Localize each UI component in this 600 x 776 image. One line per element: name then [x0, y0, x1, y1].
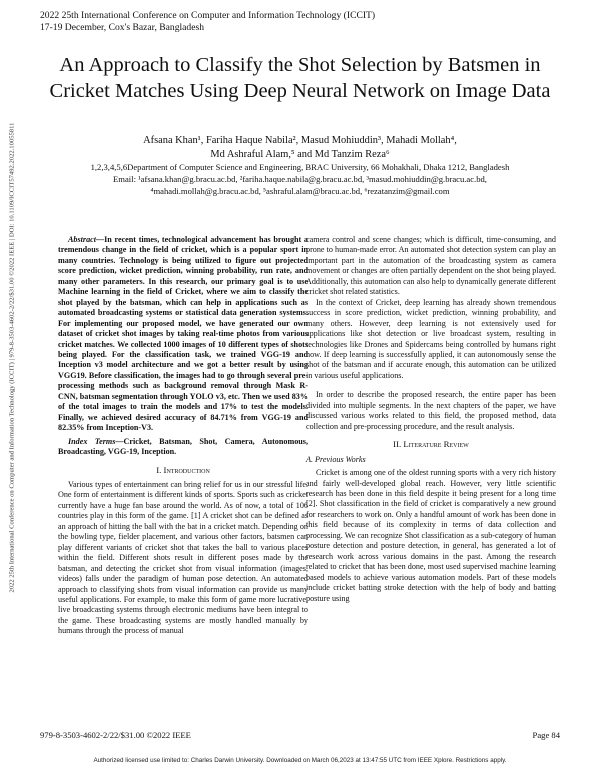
- conference-name: 2022 25th International Conference on Computer and Information Technology (ICCIT): [40, 10, 376, 21]
- index-terms-text: —Cricket, Batsman, Shot, Camera, Autonomous, Broadcasting, VGG-19, Inception.: [58, 436, 308, 457]
- abstract-label: Abstract: [68, 235, 96, 244]
- right-column: [306, 235, 556, 604]
- affiliation: 1,2,3,4,5,6Department of Computer Science and Engineering, BRAC University, 66 Mohakhali, Dhaka 1212, Bangladesh: [90, 162, 510, 172]
- license-notice: Authorized licensed use limited to: Charles Darwin University. Downloaded on March 06,2023 at 13:47:55 UTC from IEEE Xplore. Restrictions apply.: [93, 757, 507, 764]
- section-heading-introduction: I. Introduction: [156, 464, 210, 475]
- conference-header: [40, 10, 375, 34]
- doi-sidebar: [6, 80, 18, 640]
- conference-date-location: 17-19 December, Cox's Bazar, Bangladesh: [40, 22, 205, 33]
- abstract-text: —In recent times, technological advancement has brought a tremendous change in the field of cricket, which is a popular sport in many countries. Technology is being utilized to figure out projected score prediction, wicket prediction, winning probability, run rate, and many other parameters. In this research, our primary goal is to use Machine learning in the field of Cricket, where we aim to classify the shot played by the batsman, which can help in applications such as automated broadcasting systems or statistical data generation systems. For implementing our proposed model, we have generated our own dataset of cricket shot images by taking real-time photos from various cricket matches. We collected 1000 images of 10 different types of shots being played. For the classification task, we trained VGG-19 and Inception v3 model architecture and we got a better result by using VGG19. Before classification, the images had to go through several pre-processing methods such as background removal through Mask R-CNN, batsman segmentation through YOLO v3, etc. Then we used 83% of the total images to train the models and 17% to test the models. Finally, we achieved desired accuracy of 84.71% from VGG-19 and 82.35% from Inception-V3.: [58, 235, 308, 433]
- abstract: [58, 235, 308, 434]
- authors-line-1: Afsana Khan¹, Fariha Haque Nabila², Masud Mohiuddin³, Mahadi Mollah⁴,: [143, 135, 457, 146]
- paragraph-gap: [306, 381, 556, 390]
- index-terms: [58, 437, 308, 458]
- page-number: Page 84: [532, 730, 560, 740]
- subsection-heading-previous-works: A. Previous Works: [306, 454, 366, 464]
- literature-paragraph-1: Cricket is among one of the oldest running sports with a very rich history and fairly well-developed global reach. However, very little scientific research has been done in this field despite it being present for a long time [2]. Shot classification in the field of cricket is comparatively a new ground for researchers to work on. Only a handful amount of work has been done in this field because of its complexity in terms of data collection and processing. We can recognize Shot classification as a sub-category of human posture detection and posture detection, in general, has generated a lot of research work across various domains in the past. Among the research related to cricket that has been done, most used supervised machine learning based models to achieve various automation models. Part of these models include cricket batting stroke detection with the help of body and batting posture using: [306, 468, 556, 603]
- index-terms-label: Index Terms: [68, 436, 116, 446]
- intro-paragraph-1-continued: camera control and scene changes; which is difficult, time-consuming, and prone to human-made error. An automated shot detection system can play an important part in the automation of the broadcasting system as camera movement or changes are often partially dependent on the shot being played. Additionally, this automation can also help to dynamically generate different cricket shot related statistics.: [306, 235, 556, 297]
- intro-paragraph-2: In the context of Cricket, deep learning has already shown tremendous success in score prediction, wicket prediction, winning probability, and many others. However, deep learning is not extensively used for applications like shot detection or live broadcast system, resulting in technologies like Drones and Spidercams being controlled by humans right now. If deep learning is successfully applied, it can autonomously sense the shot of the batsman and if accurate enough, this automation can be utilized in various useful applications.: [306, 297, 556, 380]
- author-list: [40, 134, 560, 162]
- isbn-copyright: 979-8-3503-4602-2/22/$31.00 ©2022 IEEE: [40, 730, 191, 740]
- author-emails: [40, 173, 560, 197]
- doi-sidebar-text: 2022 25th International Conference on Computer and Information Technology (ICCIT) | 979-8-3503-4602-2/22/$31.00 ©2022 IEEE | DOI: 10.1109/ICCIT57492.2022.10055811: [8, 122, 16, 593]
- emails-line-2: ⁴mahadi.mollah@g.bracu.ac.bd, ⁵ashraful.alam@bracu.ac.bd, ⁶rezatanzim@gmail.com: [150, 186, 450, 196]
- emails-line-1: Email: ¹afsana.khan@g.bracu.ac.bd, ²fariha.haque.nabila@g.bracu.ac.bd, ³masud.mohiuddin@g.bracu.ac.bd,: [113, 174, 487, 184]
- left-column: [58, 235, 308, 637]
- authors-line-2: Md Ashraful Alam,⁵ and Md Tanzim Reza⁶: [210, 149, 390, 160]
- paper-title: An Approach to Classify the Shot Selection by Batsmen in Cricket Matches Using Deep Neural Network on Image Data: [49, 54, 551, 102]
- intro-paragraph-3: In order to describe the proposed research, the entire paper has been divided into multiple segments. In the next chapters of the paper, we have discussed various works related to this field, the proposed method, data collection and pre-processing procedure, and the result analysis.: [306, 390, 556, 431]
- section-heading-literature-review: II. Literature Review: [393, 439, 469, 450]
- intro-paragraph-1: Various types of entertainment can bring relief for us in our stressful life. One form of entertainment is different kinds of sports. Sports such as cricket currently have a huge fan base around the world. As of now, a total of 106 countries play in this form of the game. [1] A cricket shot can be defined as an approach of hitting the ball with the bat in a cricket match. Depending on the bowling type, fielder placement, and various other factors, batsmen can play different variants of cricket shot that takes the ball to various places within the field. Different shots result in different poses made by the batsman, and detecting the cricket shot from visual information (images, videos) falls under the paradigm of human pose detection. An automated approach to classifying shots from visual information can provide us many useful applications. For example, to make this form of game more lucrative, live broadcasting systems through electronic mediums have been integral to the game. These broadcasting systems are mostly handled manually by humans through the process of manual: [58, 479, 308, 636]
